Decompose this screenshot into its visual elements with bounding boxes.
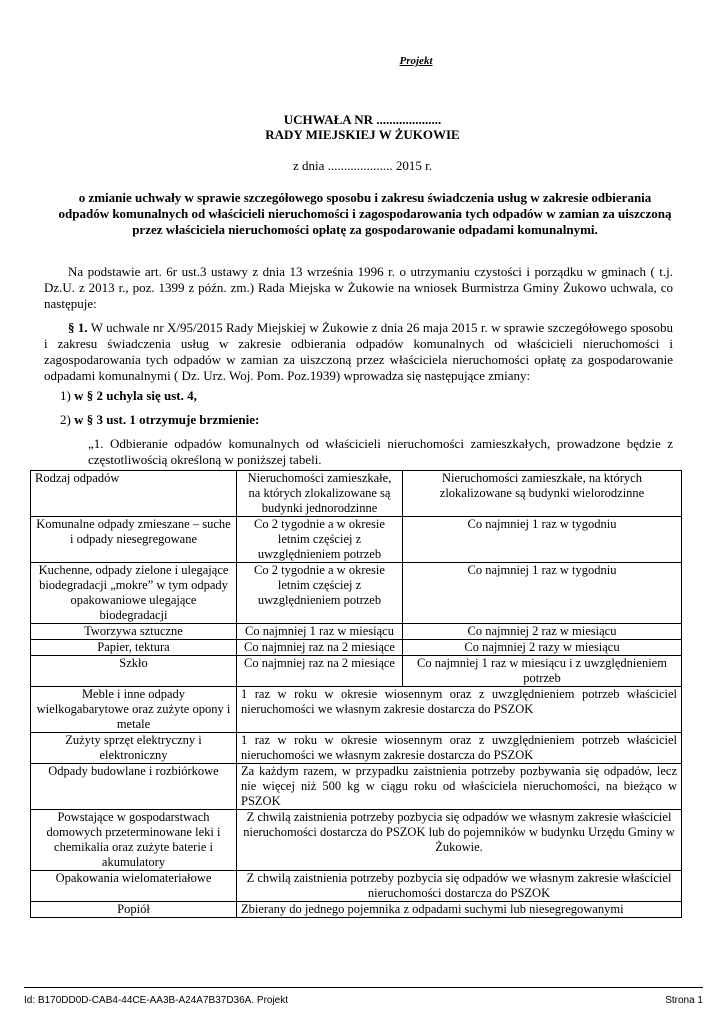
cell-waste-type: Odpady budowlane i rozbiórkowe [31,764,237,810]
title-line-2: RADY MIEJSKIEJ W ŻUKOWIE [265,127,460,142]
header-waste-type: Rodzaj odpadów [31,471,237,517]
collection-schedule-table [30,470,682,918]
title-line-1: UCHWAŁA NR .................... [283,112,442,127]
document-date: z dnia .................... 2015 r. [292,158,432,173]
cell-merged-frequency: Za każdym razem, w przypadku zaistnienia potrzeby pozbywania się odpadów, lecz nie więcej niż 500 kg w ciągu roku od właściciela nieruchomości, na bieżąco w PSZOK [237,764,682,810]
table-row [31,733,682,764]
cell-multi-family: Co najmniej 1 raz w miesiącu i z uwzględnieniem potrzeb [403,656,682,687]
cell-multi-family: Co najmniej 1 raz w tygodniu [403,563,682,624]
cell-waste-type: Powstające w gospodarstwach domowych przeterminowane leki i chemikalia oraz zużyte baterie i akumulatory [31,810,237,871]
cell-merged-frequency: 1 raz w roku w okresie wiosennym oraz z uwzględnieniem potrzeb właściciel nieruchomości we własnym zakresie dostarcza do PSZOK [237,687,682,733]
cell-single-family: Co 2 tygodnie a w okresie letnim częściej z uwzględnieniem potrzeb [237,563,403,624]
table-row [31,810,682,871]
page-number: Strona 1 [665,995,703,1006]
cell-multi-family: Co najmniej 2 raz w miesiącu [403,624,682,640]
table-row [31,902,682,918]
document-title [0,112,725,142]
cell-waste-type: Szkło [31,656,237,687]
amendment-item-2 [60,412,259,427]
cell-single-family: Co 2 tygodnie a w okresie letnim częściej z uwzględnieniem potrzeb [237,517,403,563]
cell-waste-type: Papier, tektura [31,640,237,656]
cell-waste-type: Popiół [31,902,237,918]
item-1-number: 1) [60,388,71,403]
cell-waste-type: Opakowania wielomateriałowe [31,871,237,902]
table-row [31,764,682,810]
item-2-number: 2) [60,412,71,427]
cell-single-family: Co najmniej raz na 2 miesiące [237,640,403,656]
preamble: Na podstawie art. 6r ust.3 ustawy z dnia 13 września 1996 r. o utrzymaniu czystości i porządku w gminach ( t.j. Dz.U. z 2013 r., poz. 1399 z późn. zm.) Rada Miejska w Żukowie na wniosek Burmistrza Gminy Żukowo uchwala, co następuje: [44,264,673,311]
cell-single-family: Co najmniej 1 raz w miesiącu [237,624,403,640]
footer-divider [24,987,703,988]
cell-single-family: Co najmniej raz na 2 miesiące [237,656,403,687]
section-1-mark: § 1. [68,320,88,335]
document-subject: o zmianie uchwały w sprawie szczegółowego sposobu i zakresu świadczenia usług w zakresie odbierania odpadów komunalnych od właścicieli nieruchomości i zagospodarowania tych odpadów w zamian za uiszczoną przez właściciela nieruchomości opłatę za gospodarowanie odpadami komunalnymi. [58,190,672,237]
cell-multi-family: Co najmniej 1 raz w tygodniu [403,517,682,563]
cell-merged-frequency: 1 raz w roku w okresie wiosennym oraz z uwzględnieniem potrzeb właściciel nieruchomości we własnym zakresie dostarcza do PSZOK [237,733,682,764]
document-id: Id: B170DD0D-CAB4-44CE-AA3B-A24A7B37D36A. Projekt [24,995,289,1006]
item-2-text: w § 3 ust. 1 otrzymuje brzmienie: [74,412,260,427]
cell-waste-type: Tworzywa sztuczne [31,624,237,640]
cell-waste-type: Meble i inne odpady wielkogabarytowe oraz zużyte opony i metale [31,687,237,733]
table-row [31,624,682,640]
cell-merged-frequency: Z chwilą zaistnienia potrzeby pozbycia się odpadów we własnym zakresie właściciel nieruchomości dostarcza do PSZOK lub do pojemników w budynku Urzędu Gminy w Żukowie. [237,810,682,871]
cell-waste-type: Komunalne odpady zmieszane – suche i odpady niesegregowane [31,517,237,563]
projekt-label: Projekt [399,55,433,67]
cell-merged-frequency: Z chwilą zaistnienia potrzeby pozbycia się odpadów we własnym zakresie właściciel nieruchomości dostarcza do PSZOK [237,871,682,902]
quoted-paragraph: „1. Odbieranie odpadów komunalnych od właścicieli nieruchomości zamieszkałych, prowadzone będzie z częstotliwością określoną w poniższej tabeli. [88,436,673,467]
cell-merged-frequency: Zbierany do jednego pojemnika z odpadami suchymi lub niesegregowanymi [237,902,682,918]
table-row [31,563,682,624]
item-1-text: w § 2 uchyla się ust. 4, [74,388,197,403]
table-row [31,656,682,687]
table-header-row [31,471,682,517]
table-row [31,871,682,902]
cell-waste-type: Kuchenne, odpady zielone i ulegające biodegradacji „mokre” w tym odpady opakowaniowe ulegające biodegradacji [31,563,237,624]
table-row [31,687,682,733]
table-row [31,517,682,563]
amendment-item-1 [60,388,197,403]
header-multi-family: Nieruchomości zamieszkałe, na których zlokalizowane są budynki wielorodzinne [403,471,682,517]
header-single-family: Nieruchomości zamieszkałe, na których zlokalizowane są budynki jednorodzinne [237,471,403,517]
table-row [31,640,682,656]
section-1-text: W uchwale nr X/95/2015 Rady Miejskiej w Żukowie z dnia 26 maja 2015 r. w sprawie szczegółowego sposobu i zakresu świadczenia usług w zakresie odbierania odpadów komunalnych od właścicieli nieruchomości i zagospodarowania tych odpadów w zamian za uiszczoną przez właściciela nieruchomości opłatę za gospodarowanie odpadami komunalnymi ( Dz. Urz. Woj. Pom. Poz.1939) wprowadza się następujące zmiany: [44,320,674,383]
cell-multi-family: Co najmniej 2 razy w miesiącu [403,640,682,656]
cell-waste-type: Zużyty sprzęt elektryczny i elektroniczny [31,733,237,764]
section-1 [44,320,673,384]
